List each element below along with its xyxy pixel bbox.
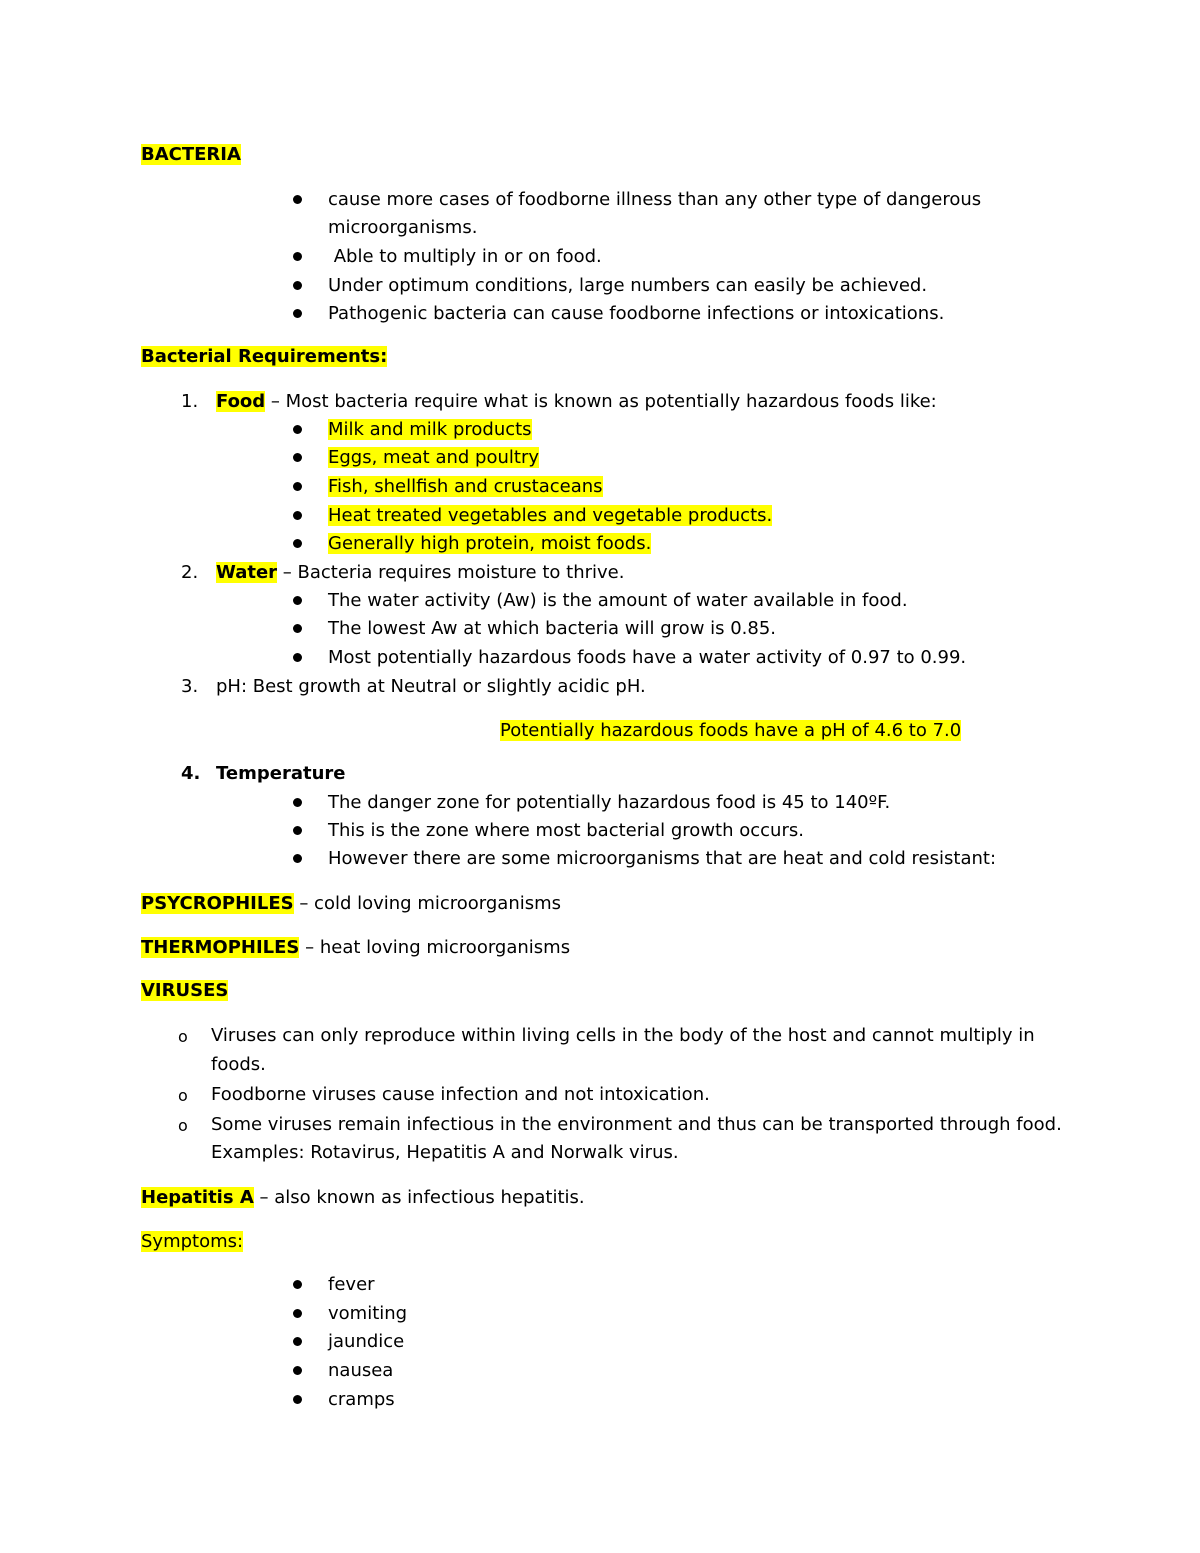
bacteria-bullet-3: Under optimum conditions, large numbers can easily be achieved.	[328, 275, 928, 296]
bacteria-bullet-4: Pathogenic bacteria can cause foodborne infections or intoxications.	[328, 303, 945, 324]
psycrophiles-line	[141, 891, 561, 917]
bacteria-heading: BACTERIA	[141, 144, 241, 165]
thermophiles-term: THERMOPHILES	[141, 937, 300, 958]
bullet	[293, 826, 302, 835]
list-number-4: 4.	[181, 763, 201, 784]
hollow-bullet: o	[178, 1086, 188, 1105]
viruses-line-1: Viruses can only reproduce within living cells in the body of the host and cannot multiply in	[211, 1025, 1035, 1046]
bullet	[293, 1395, 302, 1404]
symptom-3: jaundice	[328, 1331, 405, 1352]
viruses-line-3: Some viruses remain infectious in the environment and thus can be transported through food.	[211, 1114, 1062, 1135]
bullet	[293, 195, 302, 204]
food-item-5: Generally high protein, moist foods.	[328, 533, 652, 554]
thermophiles-line	[141, 935, 570, 961]
water-item-1: The water activity (Aw) is the amount of water available in food.	[328, 590, 908, 611]
hepatitis-line	[141, 1185, 585, 1211]
bullet	[293, 653, 302, 662]
bullet	[293, 309, 302, 318]
bullet	[293, 425, 302, 434]
bullet	[293, 798, 302, 807]
list-number-3: 3.	[181, 676, 199, 697]
food-item-1: Milk and milk products	[328, 419, 532, 440]
viruses-line-3-cont: Examples: Rotavirus, Hepatitis A and Norwalk virus.	[211, 1142, 679, 1163]
symptom-2: vomiting	[328, 1303, 408, 1324]
bullet	[293, 1280, 302, 1289]
bullet	[293, 1366, 302, 1375]
requirements-heading: Bacterial Requirements:	[141, 346, 388, 367]
bullet	[293, 1337, 302, 1346]
food-item-2: Eggs, meat and poultry	[328, 447, 540, 468]
bullet	[293, 453, 302, 462]
bacteria-bullet-2: Able to multiply in or on food.	[328, 246, 602, 267]
water-item-2: The lowest Aw at which bacteria will grow is 0.85.	[328, 618, 777, 639]
list-number-2: 2.	[181, 562, 199, 583]
food-line	[216, 389, 937, 415]
ph-note: Potentially hazardous foods have a pH of 4.6 to 7.0	[500, 720, 962, 741]
psycrophiles-desc: – cold loving microorganisms	[293, 893, 562, 914]
hollow-bullet: o	[178, 1116, 188, 1135]
food-term: Food	[216, 391, 266, 412]
viruses-line-2: Foodborne viruses cause infection and not intoxication.	[211, 1084, 710, 1105]
bullet	[293, 596, 302, 605]
water-term: Water	[216, 562, 278, 583]
bacteria-bullet-1-cont: microorganisms.	[328, 217, 478, 238]
bullet	[293, 511, 302, 520]
food-item-3: Fish, shellfish and crustaceans	[328, 476, 603, 497]
bullet	[293, 854, 302, 863]
thermophiles-desc: – heat loving microorganisms	[299, 937, 571, 958]
temperature-item-1: The danger zone for potentially hazardous food is 45 to 140ºF.	[328, 792, 891, 813]
viruses-line-1-cont: foods.	[211, 1054, 266, 1075]
symptom-4: nausea	[328, 1360, 394, 1381]
symptom-1: fever	[328, 1274, 375, 1295]
symptom-5: cramps	[328, 1389, 395, 1410]
hepatitis-term: Hepatitis A	[141, 1187, 254, 1208]
food-desc: – Most bacteria require what is known as potentially hazardous foods like:	[265, 391, 937, 412]
ph-text: pH: Best growth at Neutral or slightly acidic pH.	[216, 676, 646, 697]
psycrophiles-term: PSYCROPHILES	[141, 893, 294, 914]
temperature-item-2: This is the zone where most bacterial growth occurs.	[328, 820, 804, 841]
bacteria-bullet-1: cause more cases of foodborne illness than any other type of dangerous	[328, 189, 982, 210]
temperature-item-3: However there are some microorganisms that are heat and cold resistant:	[328, 848, 997, 869]
viruses-heading: VIRUSES	[141, 980, 229, 1001]
bullet	[293, 482, 302, 491]
hepatitis-desc: – also known as infectious hepatitis.	[253, 1187, 585, 1208]
water-item-3: Most potentially hazardous foods have a water activity of 0.97 to 0.99.	[328, 647, 967, 668]
water-line	[216, 560, 624, 586]
bullet	[293, 1309, 302, 1318]
bullet	[293, 539, 302, 548]
temperature-term: Temperature	[216, 763, 346, 784]
symptoms-heading: Symptoms:	[141, 1231, 244, 1252]
hollow-bullet: o	[178, 1027, 188, 1046]
bullet	[293, 252, 302, 261]
water-desc: – Bacteria requires moisture to thrive.	[277, 562, 625, 583]
list-number-1: 1.	[181, 391, 199, 412]
food-item-4: Heat treated vegetables and vegetable products.	[328, 505, 773, 526]
bullet	[293, 624, 302, 633]
bullet	[293, 281, 302, 290]
